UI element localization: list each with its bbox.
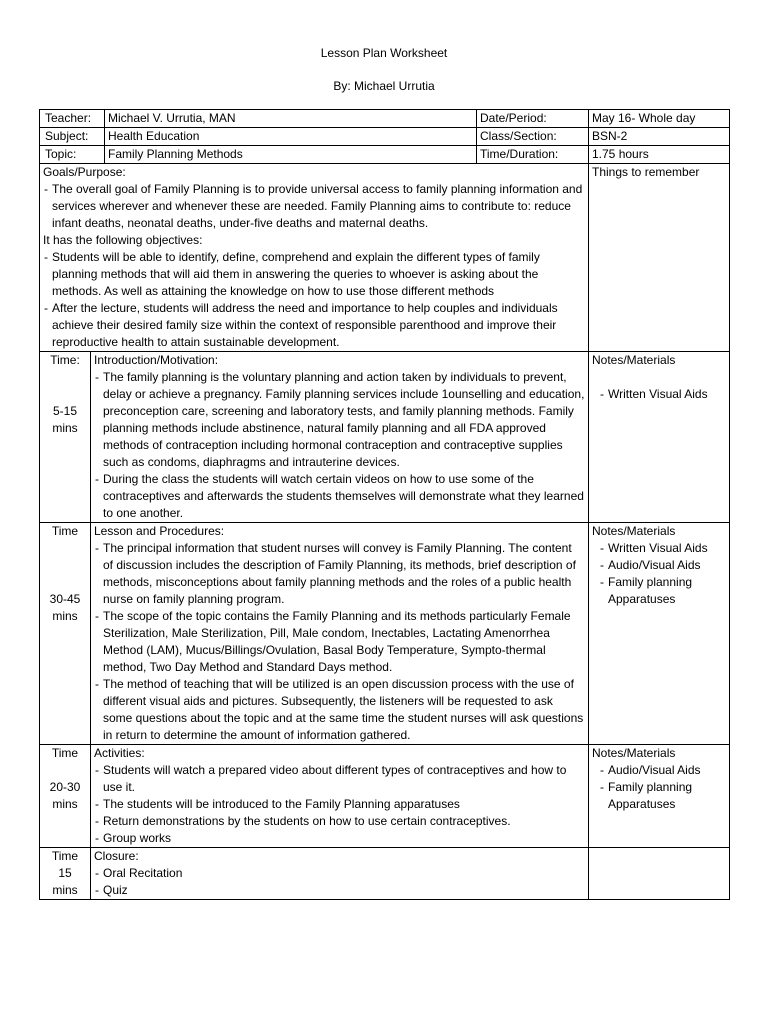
time-value: 15 — [58, 866, 72, 880]
time-cell — [40, 848, 91, 900]
content-cell — [91, 352, 589, 523]
section-item: - Oral Recitation — [94, 865, 585, 882]
notes-item: - Written Visual Aids — [592, 386, 726, 403]
time-label: Time — [51, 746, 79, 760]
section-item: - Students will watch a prepared video about different types of contraceptives and how to use it. — [94, 762, 585, 796]
time-cell — [40, 523, 91, 745]
section-item: - The family planning is the voluntary planning and action taken by individuals to prevent, delay or achieve a pregnancy. Family planning services include 1ounselling and education, preconception care, screening and laboratory tests, and family planning methods. Family planning methods include abstinence, natural family planning and all FDA approved methods of contraception including hormonal contraception and contraceptive supplies such as condoms, diaphragms and intrauterine devices. — [94, 369, 585, 471]
notes-heading: Notes/Materials — [592, 524, 676, 538]
goal-item: - The overall goal of Family Planning is to provide universal access to family planning information and services wherever and whenever these are needed. Family Planning aims to contribute to: reduce infant deaths, neonatal deaths, under-five deaths and maternal deaths. — [43, 181, 585, 232]
notes-item: - Audio/Visual Aids — [592, 557, 726, 574]
section-heading: Lesson and Procedures: — [94, 524, 225, 538]
section-row-closure — [40, 848, 730, 900]
notes-cell — [589, 848, 730, 900]
notes-cell — [589, 523, 730, 745]
section-items — [94, 762, 585, 847]
time-unit: mins — [52, 421, 78, 435]
notes-item: - Family planning Apparatuses — [592, 574, 726, 608]
section-row-lesson — [40, 523, 730, 745]
notes-list — [592, 386, 726, 403]
section-row-introduction — [40, 352, 730, 523]
document-byline: By: Michael Urrutia — [333, 79, 435, 93]
class-label: Class/Section: — [477, 128, 589, 146]
teacher-row — [40, 110, 730, 128]
time-cell — [40, 352, 91, 523]
section-item: - The scope of the topic contains the Family Planning and its methods particularly Female Sterilization, Male Sterilization, Pill, Male condom, Inectables, Lactating Amenorrhea Method (LAM), Mucus/Billings/Ovulation, Basal Body Temperature, Sympto-thermal method, Two Day Method and Standard Days method. — [94, 608, 585, 676]
notes-item: - Family planning Apparatuses — [592, 779, 726, 813]
notes-cell — [589, 745, 730, 848]
time-unit: mins — [52, 883, 78, 897]
content-cell — [91, 848, 589, 900]
time-label: Time: — [50, 353, 80, 367]
topic-value: Family Planning Methods — [105, 146, 477, 164]
subject-label: Subject: — [40, 128, 105, 146]
subject-row — [40, 128, 730, 146]
duration-label: Time/Duration: — [477, 146, 589, 164]
section-item: - The principal information that student nurses will convey is Family Planning. The content of discussion includes the description of Family Planning, its methods, brief description of methods, misconceptions about family planning methods and the roles of a public health nurse on family planning program. — [94, 540, 585, 608]
goals-list — [43, 181, 585, 232]
section-items — [94, 540, 585, 744]
lesson-plan-table — [39, 109, 730, 900]
notes-heading: Notes/Materials — [592, 746, 676, 760]
time-label: Time — [51, 849, 79, 863]
section-row-activities — [40, 745, 730, 848]
time-value: 5-15 — [52, 404, 78, 418]
objectives-list — [43, 249, 585, 351]
notes-item: - Audio/Visual Aids — [592, 762, 726, 779]
content-cell — [91, 745, 589, 848]
goals-row — [40, 164, 730, 352]
section-item: - Quiz — [94, 882, 585, 899]
notes-list — [592, 762, 726, 813]
section-heading: Activities: — [94, 746, 145, 760]
section-item: - The method of teaching that will be utilized is an open discussion process with the use of different visual aids and pictures. Subsequently, the listeners will be requested to ask some questions about the topic and at the same time the student nurses will ask questions in return to determine the amount of information gathered. — [94, 676, 585, 744]
time-value: 20-30 — [49, 780, 81, 794]
document-title: Lesson Plan Worksheet — [320, 46, 448, 60]
subject-value: Health Education — [105, 128, 477, 146]
objectives-heading: It has the following objectives: — [43, 233, 203, 247]
section-heading: Closure: — [94, 849, 139, 863]
time-value: 30-45 — [49, 592, 81, 606]
topic-row — [40, 146, 730, 164]
section-heading: Introduction/Motivation: — [94, 353, 219, 367]
class-value: BSN-2 — [589, 128, 730, 146]
duration-value: 1.75 hours — [589, 146, 730, 164]
goals-cell — [40, 164, 589, 352]
section-item: - During the class the students will watch certain videos on how to use some of the contraceptives and afterwards the students themselves will demonstrate what they learned to one another. — [94, 471, 585, 522]
topic-label: Topic: — [40, 146, 105, 164]
section-item: - Return demonstrations by the students on how to use certain contraceptives. — [94, 813, 585, 830]
notes-item: - Written Visual Aids — [592, 540, 726, 557]
section-items — [94, 865, 585, 899]
objective-item: - Students will be able to identify, define, comprehend and explain the different types of family planning methods that will aid them in answering the queries to whoever is asking about the methods. As well as attaining the knowledge on how to use those different methods — [43, 249, 585, 300]
content-cell — [91, 523, 589, 745]
time-unit: mins — [52, 609, 78, 623]
section-items — [94, 369, 585, 522]
time-cell — [40, 745, 91, 848]
section-item: - Group works — [94, 830, 585, 847]
time-unit: mins — [52, 797, 78, 811]
notes-cell — [589, 352, 730, 523]
time-label: Time — [51, 524, 79, 538]
notes-list — [592, 540, 726, 608]
notes-heading: Notes/Materials — [592, 353, 676, 367]
objective-item: - After the lecture, students will address the need and importance to help couples and individuals achieve their desired family size within the context of responsible parenthood and improve their reproductive health to attain sustainable development. — [43, 300, 585, 351]
things-to-remember: Things to remember — [589, 164, 730, 352]
date-value: May 16- Whole day — [589, 110, 730, 128]
goals-heading: Goals/Purpose: — [43, 165, 126, 179]
teacher-value: Michael V. Urrutia, MAN — [105, 110, 477, 128]
teacher-label: Teacher: — [40, 110, 105, 128]
date-label: Date/Period: — [477, 110, 589, 128]
section-item: - The students will be introduced to the Family Planning apparatuses — [94, 796, 585, 813]
